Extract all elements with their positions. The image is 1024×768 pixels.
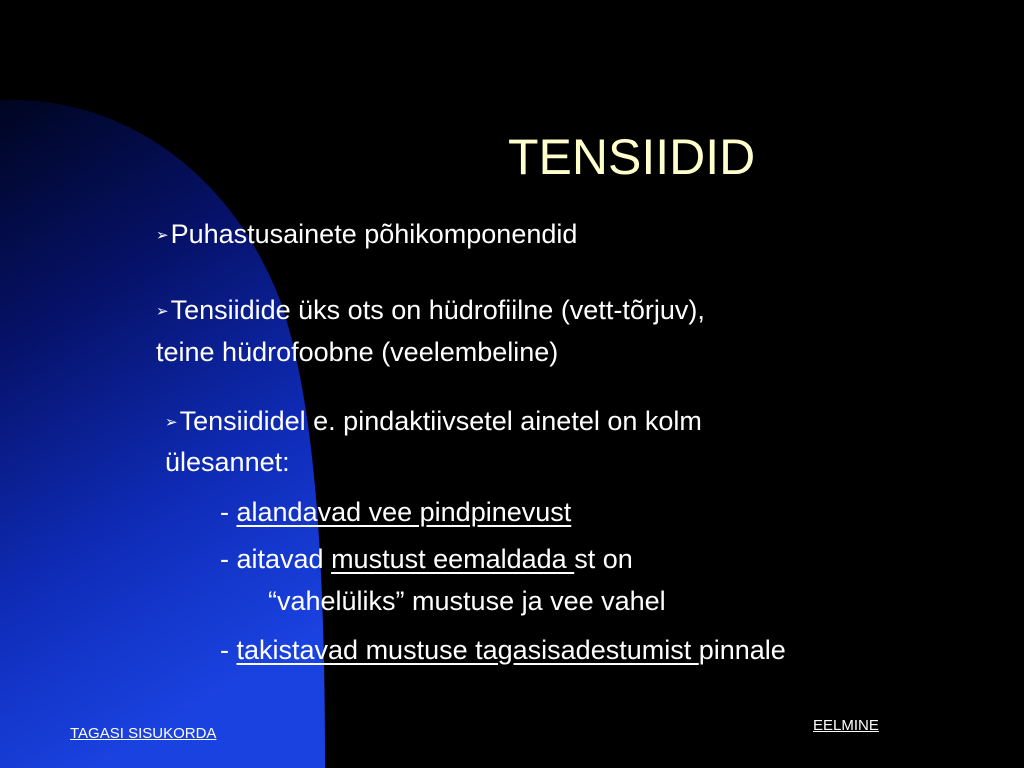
arrow-bullet-icon: ➢ xyxy=(156,303,169,320)
bullet-hydrophilic-line2: teine hüdrofoobne (veelembeline) xyxy=(156,337,559,367)
slide-title: TENSIIDID xyxy=(508,129,756,185)
bullet-three-tasks-line2: ülesannet: xyxy=(165,447,290,477)
bullet-hydrophilic-line1: ➢Tensiidide üks ots on hüdrofiilne (vett-tõrjuv), xyxy=(156,292,705,330)
task-surface-tension: - alandavad vee pindpinevust xyxy=(220,497,572,527)
previous-slide-link[interactable]: EELMINE xyxy=(813,717,879,734)
back-to-contents-link[interactable]: TAGASI SISUKORDA xyxy=(70,725,217,742)
task-prevent-redeposition: - takistavad mustuse tagasisadestumist pinnale xyxy=(220,635,786,665)
arrow-bullet-icon: ➢ xyxy=(156,227,169,244)
arrow-bullet-icon: ➢ xyxy=(165,414,178,431)
bullet-cleaning-components: ➢Puhastusainete põhikomponendid xyxy=(156,216,577,254)
bullet-three-tasks-line1: ➢Tensiididel e. pindaktiivsetel ainetel on kolm xyxy=(165,403,702,441)
task-remove-dirt: - aitavad mustust eemaldada st on xyxy=(220,544,633,574)
task-remove-dirt-line2: “vahelüliks” mustuse ja vee vahel xyxy=(268,586,666,616)
